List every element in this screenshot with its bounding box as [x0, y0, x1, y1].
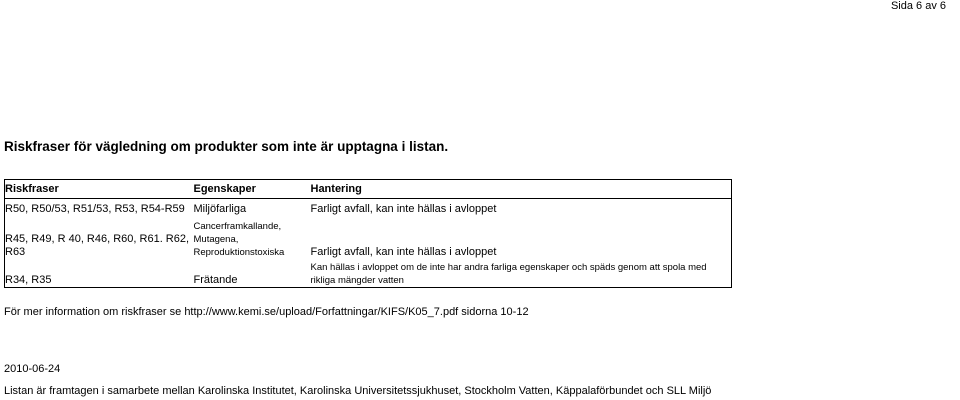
risk-phrases-cell: R34, R35 — [5, 274, 52, 286]
table-row — [5, 199, 732, 221]
risk-phrases-cell: R50, R50/53, R51/53, R53, R54-R59 — [5, 203, 185, 215]
table-row — [5, 220, 732, 259]
document-date: 2010-06-24 — [4, 363, 61, 375]
footer-credits: Listan är framtagen i samarbete mellan Karolinska Institutet, Karolinska Universitetssjukhuset, Stockholm Vatten, Käppalaförbundet och SLL Miljö — [4, 385, 712, 397]
handling-cell: Kan hällas i avloppet om de inte har andra farliga egenskaper och späds genom att spola med rikliga mängder vatten — [310, 262, 707, 286]
header-hantering: Hantering — [304, 180, 732, 199]
table-header-row — [5, 180, 732, 199]
header-riskfraser: Riskfraser — [5, 180, 193, 199]
handling-cell: Farligt avfall, kan inte hällas i avloppet — [310, 203, 497, 215]
risk-phrases-cell: R45, R49, R 40, R46, R60, R61. R62, R63 — [5, 233, 190, 258]
document-title: Riskfraser för vägledning om produkter som inte är upptagna i listan. — [4, 139, 449, 154]
risk-phrase-table — [4, 179, 732, 288]
property-cell: Miljöfarliga — [193, 203, 247, 215]
more-info-text: För mer information om riskfraser se http://www.kemi.se/upload/Forfattningar/KIFS/K05_7.pdf sidorna 10-12 — [4, 306, 529, 318]
property-cell: Cancerframkallande, Mutagena, Reproduktionstoxiska — [193, 221, 285, 258]
handling-cell: Farligt avfall, kan inte hällas i avloppet — [310, 246, 497, 258]
property-cell: Frätande — [193, 274, 238, 286]
table-row — [5, 259, 732, 288]
header-egenskaper: Egenskaper — [193, 180, 304, 199]
page-number: Sida 6 av 6 — [890, 0, 946, 12]
